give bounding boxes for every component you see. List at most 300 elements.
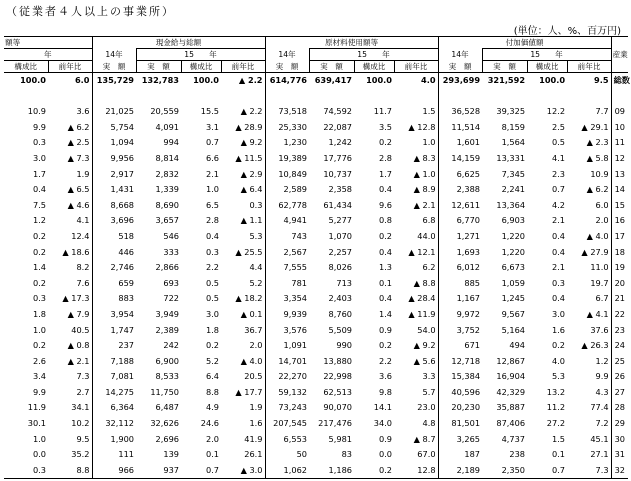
table-cell: 8.8 [205, 386, 219, 397]
table-cell: 4.1 [552, 152, 566, 163]
header-yoy: 前年比 [48, 61, 92, 73]
table-cell: 4,091 [155, 121, 179, 132]
table-cell: 8,690 [155, 199, 179, 210]
table-cell: 0.3 [205, 246, 219, 257]
header-mat-14: 14年 [265, 49, 309, 61]
table-cell: 3,265 [438, 432, 482, 448]
table-cell: 966 [92, 463, 136, 479]
table-row [4, 260, 628, 276]
table-cell: 5,164 [501, 324, 526, 335]
table-cell: 2.7 [76, 386, 90, 397]
table-cell: 2,358 [328, 184, 352, 195]
table-cell: 27.1 [590, 449, 609, 460]
table-cell: ▲ 8.8 [413, 277, 436, 288]
table-cell: 8.8 [48, 463, 92, 479]
table-cell: 7.3 [567, 463, 611, 479]
header-wage-amt14: 実 額 [92, 61, 136, 73]
table-cell: 6.8 [422, 215, 436, 226]
table-cell: 3.4 [32, 371, 46, 382]
table-cell: 19.7 [590, 277, 609, 288]
table-cell: ▲ 12.8 [408, 121, 436, 132]
table-cell: 1.3 [378, 262, 392, 273]
table-cell: 614,776 [265, 73, 309, 89]
table-cell: 12,718 [438, 354, 482, 370]
unit-label: (単位：人、%、百万円) [513, 26, 621, 37]
table-cell: 6.2 [422, 262, 436, 273]
table-cell: ▲ 5.6 [413, 355, 436, 366]
table-cell: 6,553 [265, 432, 309, 448]
header-value-added: 付加価値額 [438, 37, 611, 49]
table-cell: 2,866 [155, 262, 179, 273]
table-cell: ▲ 3.0 [221, 463, 265, 479]
table-cell: 3.6 [378, 371, 392, 382]
table-row [4, 182, 628, 198]
table-cell: 2,567 [265, 245, 309, 261]
table-cell: 0.4 [32, 184, 46, 195]
table-cell: 62,778 [265, 198, 309, 214]
table-cell: 2,388 [438, 182, 482, 198]
industry-code: 29 [611, 416, 628, 432]
table-cell: 12.4 [71, 230, 90, 241]
table-cell: 1,062 [265, 463, 309, 479]
table-cell: ▲ 8.7 [413, 433, 436, 444]
table-row [4, 432, 628, 448]
table-cell: 990 [336, 340, 352, 351]
table-cell: 16,904 [496, 371, 526, 382]
table-cell: 187 [438, 447, 482, 463]
table-cell: ▲ 1.1 [240, 215, 263, 226]
table-cell: 9,939 [265, 307, 309, 323]
table-cell: ▲ 27.9 [581, 246, 609, 257]
table-cell: 40.5 [71, 324, 90, 335]
table-cell: 11,750 [150, 386, 179, 397]
table-cell: 20,230 [438, 400, 482, 416]
table-cell: ▲ 4.6 [67, 199, 90, 210]
table-cell: 3,752 [438, 323, 482, 339]
table-cell: 1,245 [501, 293, 526, 304]
industry-code: 25 [611, 354, 628, 370]
table-cell: 36,528 [438, 104, 482, 120]
table-cell: 9,972 [438, 307, 482, 323]
table-cell: 9.9 [595, 371, 609, 382]
table-cell: 1.6 [249, 418, 263, 429]
table-cell: 11.2 [546, 402, 566, 413]
table-row [4, 167, 628, 183]
table-cell: ▲ 4.1 [586, 308, 609, 319]
table-cell: 6,673 [501, 262, 526, 273]
table-cell: 81,501 [438, 416, 482, 432]
industry-code: 22 [611, 307, 628, 323]
table-cell: 7,555 [265, 260, 309, 276]
table-cell: 3.0 [32, 152, 46, 163]
table-row [4, 354, 628, 370]
table-cell: 207,545 [265, 416, 309, 432]
table-cell: 13,880 [323, 355, 352, 366]
table-cell: ▲ 17.7 [235, 386, 263, 397]
table-cell: 781 [265, 276, 309, 292]
table-cell: 7.5 [32, 199, 46, 210]
table-cell: 1,091 [265, 338, 309, 354]
table-cell: ▲ 29.1 [581, 121, 609, 132]
table-cell: 0.0 [378, 449, 392, 460]
table-cell: 1,094 [92, 135, 136, 151]
table-row [4, 416, 628, 432]
table-cell: 34.0 [373, 418, 392, 429]
table-cell: 2.0 [595, 215, 609, 226]
table-cell: 2,917 [92, 167, 136, 183]
header-va-ratio: 構成比 [527, 61, 567, 73]
table-cell: 2.1 [552, 262, 566, 273]
table-cell: 5.2 [205, 355, 219, 366]
table-cell: 2.8 [205, 215, 219, 226]
table-cell: 13,364 [496, 199, 526, 210]
table-cell: 62,513 [323, 386, 352, 397]
table-cell: 0.2 [32, 230, 46, 241]
table-row [4, 385, 628, 401]
table-cell: 6,012 [438, 260, 482, 276]
table-cell: 35.2 [71, 449, 90, 460]
table-cell: 9.5 [594, 75, 609, 85]
table-cell: 4.0 [552, 355, 566, 366]
table-cell: 1.0 [32, 324, 46, 335]
table-cell: ▲ 28.9 [235, 121, 263, 132]
table-cell: 0.3 [32, 137, 46, 148]
header-mat-yoy: 前年比 [394, 61, 438, 73]
table-cell: 3.0 [552, 308, 566, 319]
table-cell: ▲ 5.8 [586, 152, 609, 163]
table-cell: 994 [163, 137, 179, 148]
table-cell: 10.9 [590, 168, 609, 179]
table-cell: 0.2 [378, 340, 392, 351]
table-cell: 0.3 [552, 277, 566, 288]
table-cell: 2.1 [552, 215, 566, 226]
table-cell: 15.5 [200, 106, 219, 117]
table-cell: 1,900 [92, 432, 136, 448]
header-va-14: 14年 [438, 49, 482, 61]
table-cell: 7.7 [595, 106, 609, 117]
table-cell: 12.2 [546, 106, 566, 117]
table-cell: 22,087 [323, 121, 352, 132]
table-cell: 9,567 [501, 308, 526, 319]
table-cell: 90,070 [323, 402, 352, 413]
table-row [4, 447, 628, 463]
table-cell: 36.7 [244, 324, 263, 335]
table-cell: ▲ 2.1 [67, 355, 90, 366]
table-cell: 7.6 [76, 277, 90, 288]
table-cell: 2,189 [438, 463, 482, 479]
header-wage-yoy: 前年比 [221, 61, 265, 73]
page-title: （従業者４人以上の事業所） [6, 5, 175, 18]
table-cell: 100.0 [20, 75, 46, 85]
table-cell: 8,026 [328, 262, 352, 273]
table-cell: 4.8 [422, 418, 436, 429]
table-row [4, 307, 628, 323]
table-cell: 7,345 [501, 168, 526, 179]
table-cell: 6,900 [155, 355, 179, 366]
table-body [4, 73, 628, 479]
industry-code: 10 [611, 120, 628, 136]
table-cell: ▲ 4.0 [240, 355, 263, 366]
industry-code: 32 [611, 463, 628, 479]
header-ratio: 構成比 [4, 61, 48, 73]
table-cell: 11.7 [373, 106, 392, 117]
table-cell: 1.8 [32, 308, 46, 319]
table-cell: 44.0 [417, 230, 436, 241]
table-cell: 0.2 [354, 463, 394, 479]
table-cell: 1.2 [595, 355, 609, 366]
table-cell: 11,514 [438, 120, 482, 136]
table-cell: 0.4 [378, 184, 392, 195]
table-cell: 2.3 [552, 168, 566, 179]
table-cell: 6.5 [205, 199, 219, 210]
table-cell: ▲ 6.4 [240, 184, 263, 195]
industry-code: 15 [611, 198, 628, 214]
table-cell: 2.5 [552, 121, 566, 132]
table-cell: 3.5 [378, 121, 392, 132]
table-cell: 0.2 [378, 230, 392, 241]
table-cell: 0.2 [32, 277, 46, 288]
table-cell: 111 [92, 447, 136, 463]
table-cell: 0.4 [552, 293, 566, 304]
table-cell: 1.0 [205, 184, 219, 195]
table-cell: 1.5 [552, 433, 566, 444]
table-cell: 0.3 [249, 199, 263, 210]
table-cell: 0.5 [205, 293, 219, 304]
table-cell: ▲ 28.4 [408, 293, 436, 304]
table-cell: 8,668 [92, 198, 136, 214]
table-cell: 518 [92, 229, 136, 245]
table-cell: 0.4 [552, 230, 566, 241]
table-cell: 8.2 [76, 262, 90, 273]
table-cell: 0.4 [552, 246, 566, 257]
table-cell: 74,592 [323, 106, 352, 117]
table-row [4, 120, 628, 136]
table-cell: ▲ 11.5 [235, 152, 263, 163]
header-mat-amt14: 実 額 [265, 61, 309, 73]
table-cell: 6,625 [438, 167, 482, 183]
table-cell: 1.5 [422, 106, 436, 117]
table-cell: ▲ 11.9 [408, 308, 436, 319]
table-cell: 5,981 [328, 433, 352, 444]
table-cell: 0.2 [378, 137, 392, 148]
table-cell: 2,350 [482, 463, 527, 479]
table-cell: 12.8 [394, 463, 438, 479]
table-cell: 14.1 [373, 402, 392, 413]
industry-code: 総数 [611, 73, 628, 89]
table-cell: 10.2 [71, 418, 90, 429]
table-cell: 659 [92, 276, 136, 292]
industry-code: 16 [611, 213, 628, 229]
table-cell: 4.9 [205, 402, 219, 413]
table-cell: 1.0 [422, 137, 436, 148]
table-cell: 5.3 [552, 371, 566, 382]
table-cell: 1,601 [438, 135, 482, 151]
table-cell: 1,167 [438, 291, 482, 307]
table-cell: 5,754 [92, 120, 136, 136]
table-cell: 639,417 [314, 75, 352, 85]
table-cell: 1,186 [309, 463, 354, 479]
table-cell: 4.0 [421, 75, 436, 85]
table-cell: 2,403 [328, 293, 352, 304]
table-cell: 3,576 [265, 323, 309, 339]
table-cell: 59,132 [265, 385, 309, 401]
table-cell: 1.0 [32, 433, 46, 444]
table-cell: 10,737 [323, 168, 352, 179]
table-cell: 5.2 [249, 277, 263, 288]
table-cell: 40,596 [438, 385, 482, 401]
table-cell: 1,747 [92, 323, 136, 339]
table-cell: 2.8 [378, 152, 392, 163]
table-cell: 494 [509, 340, 526, 351]
table-cell: 4.1 [76, 215, 90, 226]
header-year: 年 [4, 49, 92, 61]
table-cell: 546 [163, 230, 179, 241]
table-cell: ▲ 9.2 [413, 340, 436, 351]
table-cell: 1,059 [501, 277, 526, 288]
table-cell: 5,509 [328, 324, 352, 335]
table-cell: 237 [92, 338, 136, 354]
header-va-amt14: 実 額 [438, 61, 482, 73]
table-cell: 3,657 [155, 215, 179, 226]
table-cell: 100.0 [366, 75, 392, 85]
table-cell: 24.6 [200, 418, 219, 429]
header-wage-15: 15 年 [136, 49, 265, 61]
table-cell: 1,271 [438, 229, 482, 245]
table-cell: 0.7 [205, 137, 219, 148]
table-cell: 3.3 [422, 371, 436, 382]
table-cell: 20,559 [150, 106, 179, 117]
table-cell: ▲ 7.9 [67, 308, 90, 319]
table-cell: 22,998 [323, 371, 352, 382]
table-row [4, 104, 628, 120]
table-cell: 7,188 [92, 354, 136, 370]
industry-code: 12 [611, 151, 628, 167]
table-cell: 100.0 [193, 75, 219, 85]
table-cell: 135,729 [92, 73, 136, 89]
industry-code: 30 [611, 432, 628, 448]
table-cell: 6.0 [74, 75, 90, 85]
table-cell: 5,277 [328, 215, 352, 226]
table-cell: 12,867 [496, 355, 526, 366]
table-cell: 77.4 [590, 402, 609, 413]
table-cell: ▲ 18.2 [235, 293, 263, 304]
table-cell: ▲ 4.0 [586, 230, 609, 241]
table-cell: 0.2 [552, 340, 566, 351]
table-row [4, 463, 628, 479]
table-cell: 1,564 [501, 137, 526, 148]
table-cell: 73,518 [265, 104, 309, 120]
table-cell: 3.1 [205, 121, 219, 132]
table-cell: 4.3 [595, 386, 609, 397]
table-cell: 9.5 [76, 433, 90, 444]
table-cell: 54.0 [417, 324, 436, 335]
table-cell: 8,159 [501, 121, 526, 132]
table-cell: 2.0 [249, 340, 263, 351]
table-cell: 6.4 [205, 371, 219, 382]
table-cell: 0.2 [205, 340, 219, 351]
industry-code: 21 [611, 291, 628, 307]
table-cell: 13,331 [496, 152, 526, 163]
table-cell: 3,354 [265, 291, 309, 307]
header-material: 原材料使用額等 [265, 37, 438, 49]
table-cell: 32,112 [92, 416, 136, 432]
table-cell: 15,384 [438, 369, 482, 385]
header-mat-ratio: 構成比 [354, 61, 394, 73]
table-cell: 2,832 [155, 168, 179, 179]
table-row [4, 245, 628, 261]
table-cell: ▲ 2.1 [413, 199, 436, 210]
industry-code: 26 [611, 369, 628, 385]
industry-code: 13 [611, 167, 628, 183]
table-cell: 4,737 [501, 433, 526, 444]
table-cell: ▲ 17.3 [62, 293, 90, 304]
table-cell: 3,949 [155, 308, 179, 319]
table-row [4, 213, 628, 229]
table-cell: 0.4 [205, 230, 219, 241]
table-cell: 1.9 [249, 402, 263, 413]
table-cell: 27.2 [546, 418, 566, 429]
table-cell: 2,746 [92, 260, 136, 276]
header-wage-ratio: 構成比 [181, 61, 221, 73]
total-row [4, 73, 628, 89]
table-cell: 5.3 [249, 230, 263, 241]
table-cell: 1.7 [32, 168, 46, 179]
table-cell: 321,592 [487, 75, 526, 85]
header-mat-amt15: 実 額 [309, 61, 354, 73]
table-cell: 217,476 [318, 418, 352, 429]
table-cell: 937 [136, 463, 181, 479]
table-cell: ▲ 6.2 [586, 184, 609, 195]
table-cell: 446 [92, 245, 136, 261]
table-cell: 883 [92, 291, 136, 307]
table-cell: 2,589 [265, 182, 309, 198]
table-cell: 8,814 [155, 152, 179, 163]
table-cell: 1.4 [32, 262, 46, 273]
table-row [4, 229, 628, 245]
table-cell: 1,230 [265, 135, 309, 151]
table-cell: 0.7 [527, 463, 567, 479]
table-cell: 0.5 [205, 277, 219, 288]
industry-code: 11 [611, 135, 628, 151]
table-cell: ▲ 2.2 [240, 106, 263, 117]
table-cell: 9.8 [378, 386, 392, 397]
table-cell: ▲ 8.3 [413, 152, 436, 163]
table-row [4, 323, 628, 339]
industry-code: 17 [611, 229, 628, 245]
table-cell: 0.3 [32, 293, 46, 304]
table-cell: 11.9 [27, 402, 46, 413]
table-cell: 1,220 [501, 230, 526, 241]
table-cell: 7,081 [92, 369, 136, 385]
table-row [4, 369, 628, 385]
table-cell: 26.1 [244, 449, 263, 460]
table-cell: 37.6 [590, 324, 609, 335]
table-cell: 6,770 [438, 213, 482, 229]
table-cell: 0.2 [32, 340, 46, 351]
table-cell: 13.2 [546, 386, 566, 397]
table-cell: 35,887 [496, 402, 526, 413]
table-cell: 32,626 [150, 418, 179, 429]
table-cell: 1.2 [32, 215, 46, 226]
table-cell: 333 [163, 246, 179, 257]
table-cell: ▲ 8.9 [413, 184, 436, 195]
industry-code: 24 [611, 338, 628, 354]
table-cell: 1,242 [328, 137, 352, 148]
table-cell: 6.0 [595, 199, 609, 210]
table-cell: 6,487 [155, 402, 179, 413]
table-cell: 0.0 [32, 449, 46, 460]
header-va-amt15: 実 額 [482, 61, 527, 73]
